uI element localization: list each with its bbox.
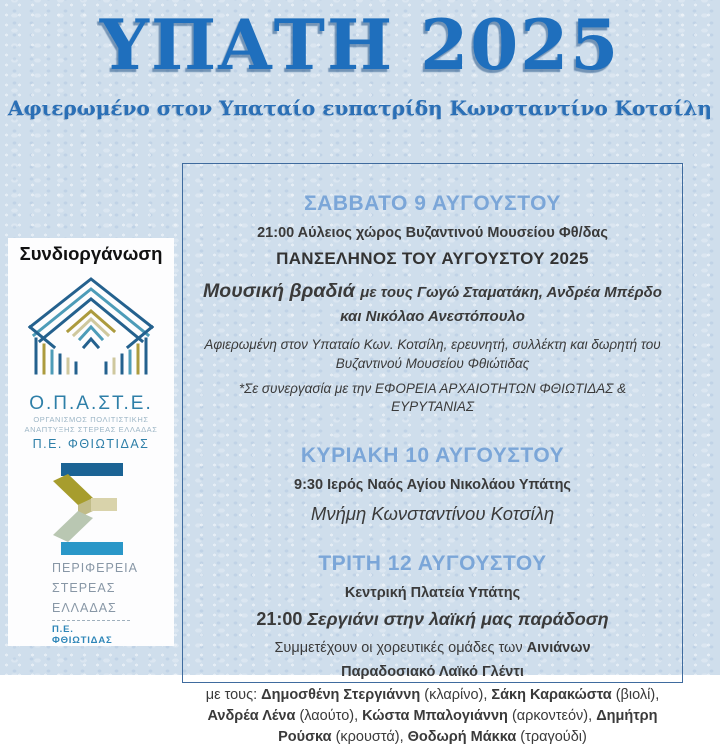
event-line (203, 380, 662, 418)
event-line-segment: 9:30 Ιερός Ναός Αγίου Νικολάου Υπάτης (294, 477, 571, 494)
schedule (182, 163, 683, 746)
event-line (203, 609, 662, 630)
event-line-segment: Κεντρική Πλατεία Υπάτης (344, 585, 521, 602)
organizers-panel (8, 238, 174, 646)
event-line-segment: Ανδρέα Λένα (207, 708, 300, 725)
poster-title: ΥΠΑΤΗ 2025 (99, 5, 621, 86)
event-line (203, 638, 662, 659)
region-sigma-logo-icon (51, 461, 131, 557)
event-line-segment: (βιολί), (615, 687, 660, 704)
poster-subtitle: Αφιερωμένο στον Υπαταίο ευπατρίδη Κωνσταντίνο Κοτσίλη (8, 96, 712, 121)
event-line-segment: Μουσική βραδιά (203, 280, 361, 302)
event-line (203, 336, 662, 374)
event-line-segment: Θοδωρή Μάκκα (407, 729, 521, 746)
event-line (203, 277, 662, 329)
event-line (203, 685, 662, 748)
event-line-segment: Κώστα Μπαλογιάννη (362, 708, 512, 725)
event-line-segment: (λαούτο), (299, 708, 363, 725)
event-line (203, 477, 662, 493)
opaste-subtitle-line1: ΟΡΓΑΝΙΣΜΟΣ ΠΟΛΙΤΙΣΤΙΚΗΣ (33, 415, 149, 424)
section-header: ΚΥΡΙΑΚΗ 10 ΑΥΓΟΥΣΤΟΥ (300, 444, 565, 468)
co-organization-label: Συνδιοργάνωση (19, 243, 163, 264)
event-line-segment: με τους Γωγώ Σταματάκη, Ανδρέα Μπέρδο και Νικόλαο Ανεστόπουλο (340, 284, 662, 326)
event-line-segment: Σάκη Καρακώστα (491, 687, 616, 704)
event-line-segment: Παραδοσιακό Λαϊκό Γλέντι (341, 664, 524, 681)
event-line-segment: (αρκοντεόν), (511, 708, 597, 725)
section-header: ΤΡΙΤΗ 12 ΑΥΓΟΥΣΤΟΥ (318, 552, 547, 576)
opaste-mountain-logo-icon (24, 269, 158, 391)
event-line (203, 225, 662, 241)
region-name-line2: ΣΤΕΡΕΑΣ (52, 580, 116, 595)
event-line (203, 249, 662, 269)
event-line-segment: (κλαρίνο), (424, 687, 492, 704)
event-line-segment: (τραγούδι) (520, 729, 587, 746)
region-name-line3: ΕΛΛΑΔΑΣ (52, 600, 117, 615)
event-line-segment: Σεργιάνι στην λαϊκή μας παράδοση (307, 609, 609, 630)
event-line-segment: Αφιερωμένη στον Υπαταίο Κων. Κοτσίλη, ερευνητή, συλλέκτη και δωρητή του Βυζαντινού Μουσείου Φθιώτιδας (204, 336, 661, 371)
event-line (203, 503, 662, 525)
event-line-segment: Αινιάνων (526, 640, 591, 657)
poster-header (0, 0, 720, 120)
event-line-segment: Δημοσθένη Στεργιάννη (261, 687, 425, 704)
event-line-segment: 21:00 Αύλειος χώρος Βυζαντινού Μουσείου Φθ/δας (257, 225, 608, 241)
region-pe-fthiotidas: Π.Ε. ΦΘΙΩΤΙΔΑΣ (52, 624, 113, 647)
section-header: ΣΑΒΒΑΤΟ 9 ΑΥΓΟΥΣΤΟΥ (304, 192, 561, 215)
opaste-acronym: Ο.Π.Α.ΣΤ.Ε. (29, 393, 153, 414)
event-line-segment: Μνήμη Κωνσταντίνου Κοτσίλη (310, 503, 555, 525)
event-line-segment: ΠΑΝΣΕΛΗΝΟΣ ΤΟΥ ΑΥΓΟΥΣΤΟΥ 2025 (276, 249, 589, 268)
event-section (203, 552, 662, 748)
opaste-pe-fthiotidas: Π.Ε. ΦΘΙΩΤΙΔΑΣ (32, 437, 150, 452)
region-name-line1: ΠΕΡΙΦΕΡΕΙΑ (52, 561, 138, 576)
event-line (203, 585, 662, 601)
event-line-segment: Συμμετέχουν οι χορευτικές ομάδες των (274, 640, 527, 657)
event-line-segment: με τους: (205, 687, 262, 704)
opaste-subtitle-line2: ΑΝΑΠΤΥΞΗΣ ΣΤΕΡΕΑΣ ΕΛΛΑΔΑΣ (24, 425, 158, 435)
event-line-segment: *Σε συνεργασία με την ΕΦΟΡΕΙΑ ΑΡΧΑΙΟΤΗΤΩΝ ΦΘΙΩΤΙΔΑΣ & ΕΥΡΥΤΑΝΙΑΣ (238, 380, 627, 415)
region-divider (52, 620, 130, 621)
event-line-segment: 21:00 (256, 609, 308, 630)
event-line-segment: (κρουστά), (335, 729, 408, 746)
event-section (203, 444, 662, 525)
event-line-segment: Δημήτρη Ρούσκα (278, 708, 658, 746)
event-section (203, 192, 662, 417)
event-line (203, 664, 662, 680)
